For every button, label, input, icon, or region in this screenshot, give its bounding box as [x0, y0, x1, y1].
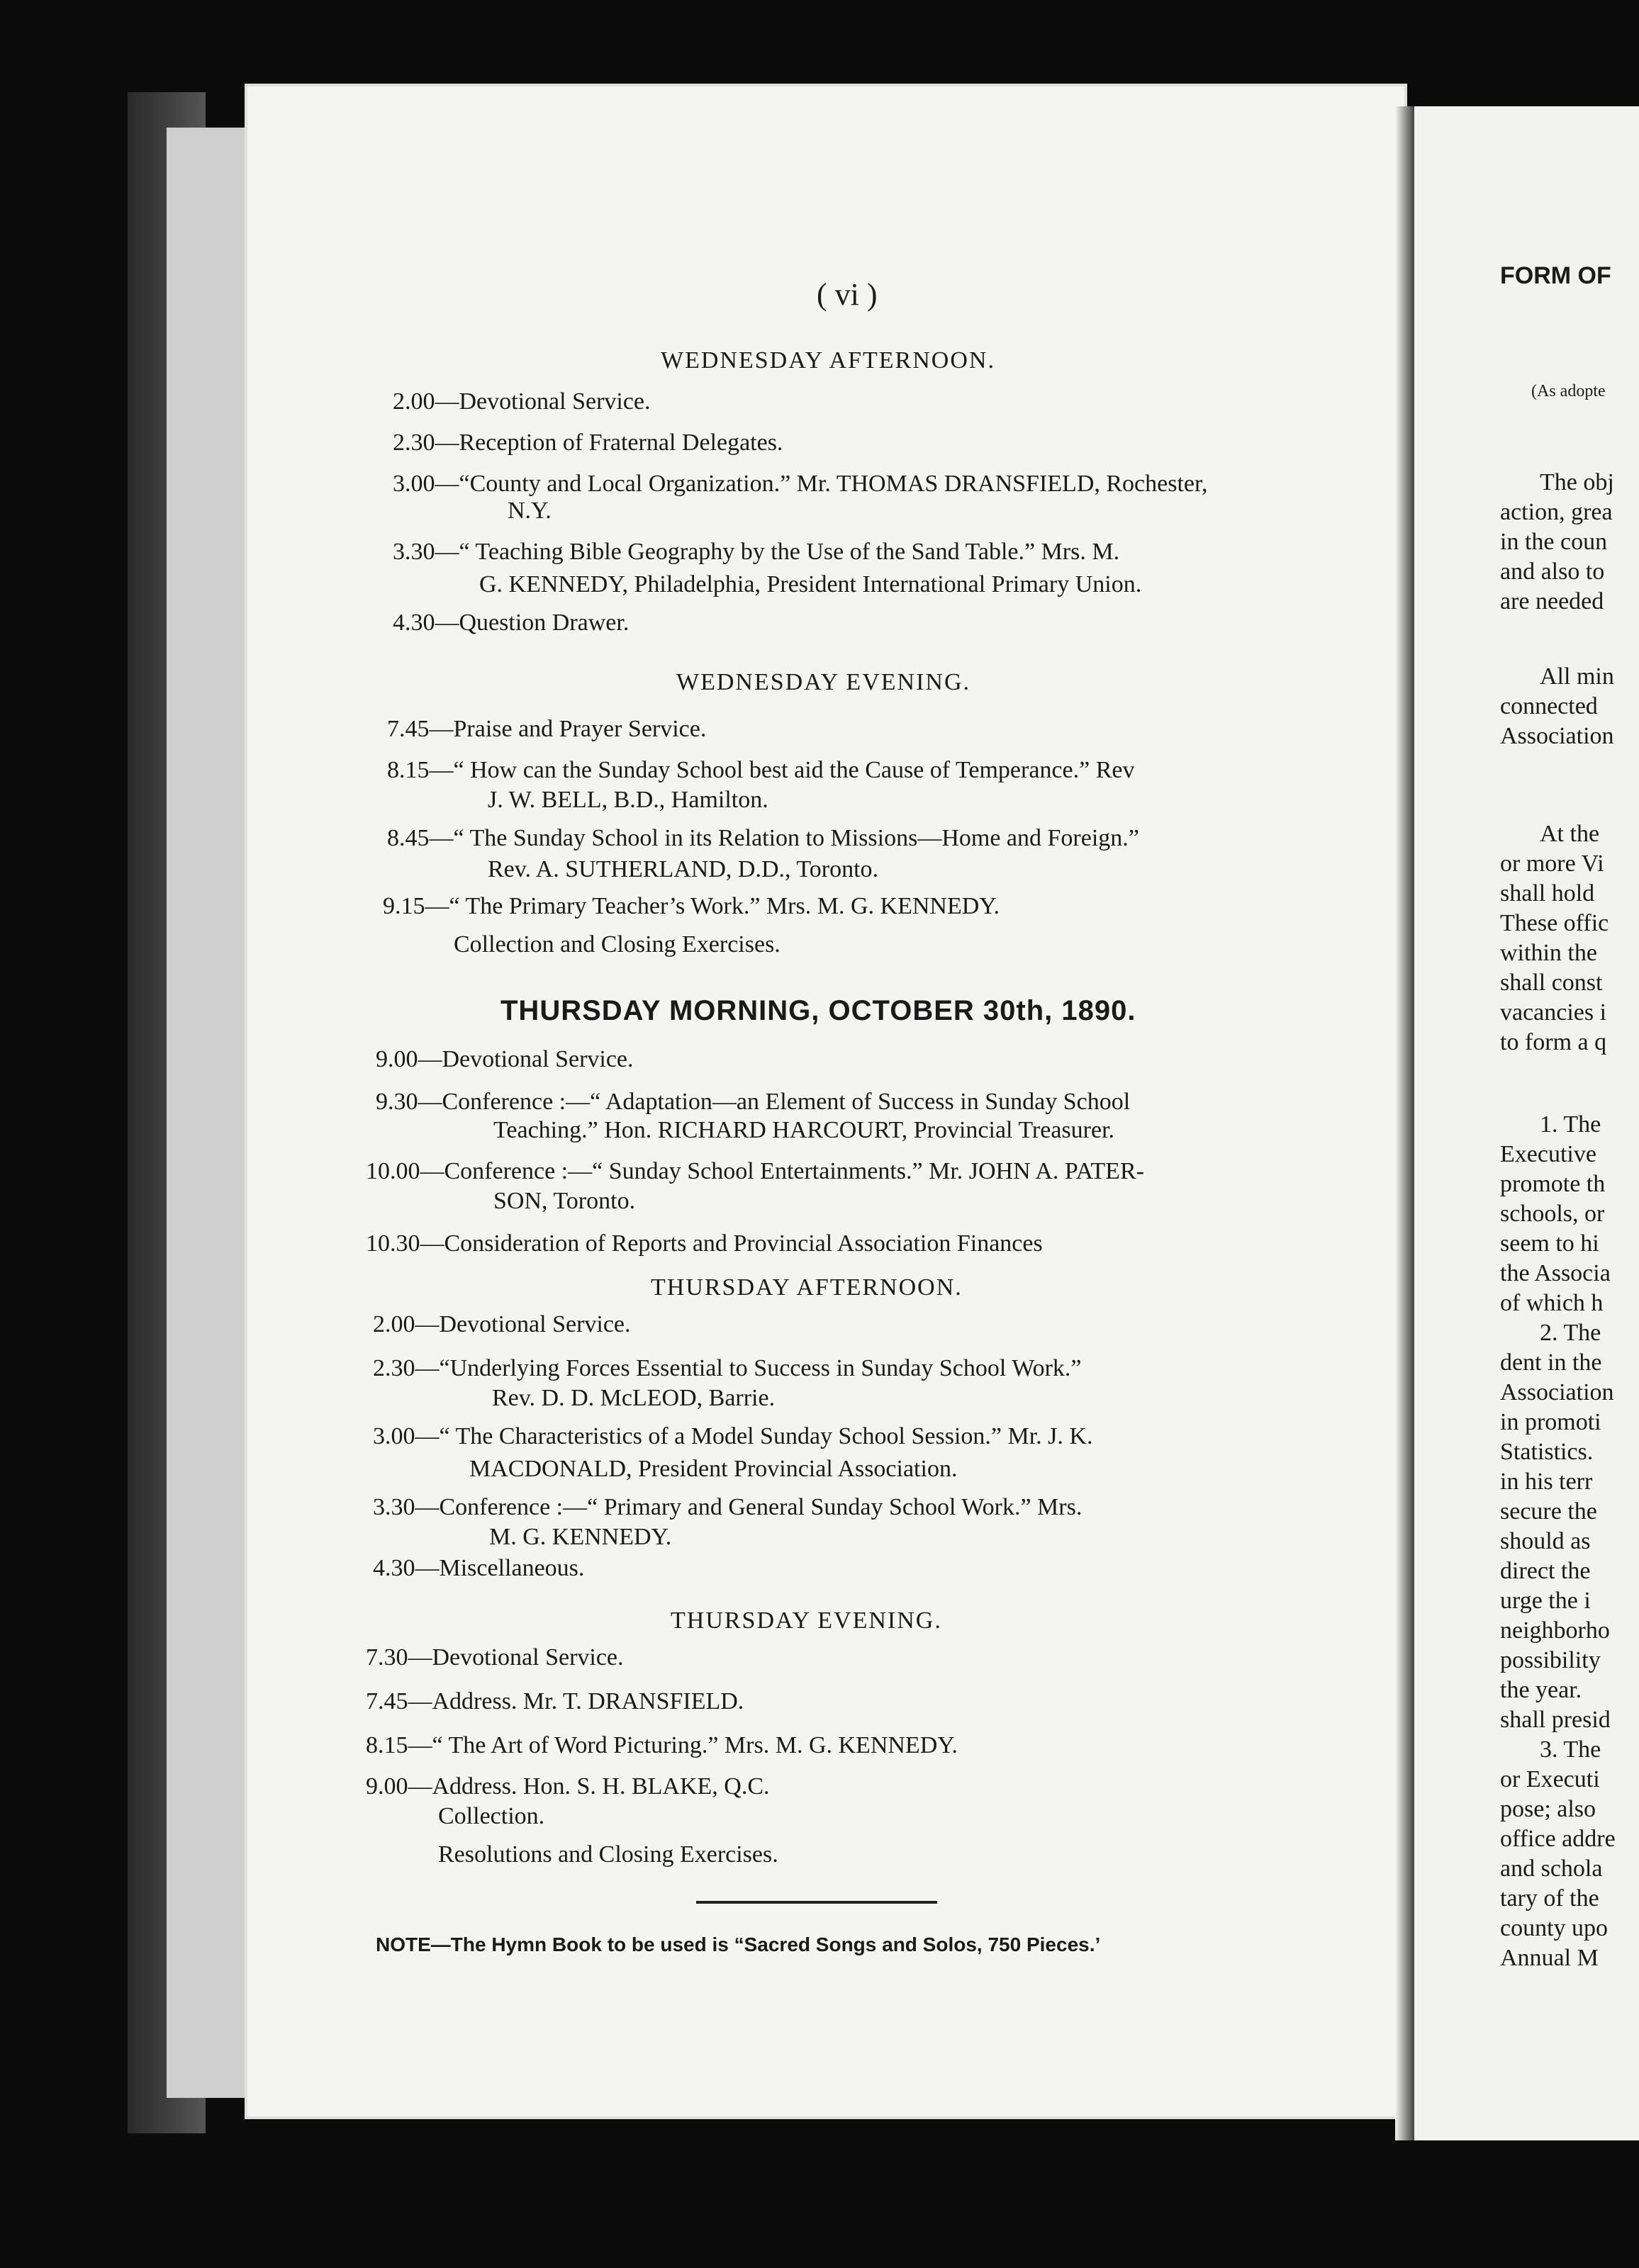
right-page-line: dent in the: [1500, 1349, 1602, 1376]
program-item: 9.00—Address. Hon. S. H. BLAKE, Q.C.: [366, 1773, 770, 1800]
right-page-line: to form a q: [1500, 1029, 1607, 1055]
right-page-line: or more Vi: [1500, 850, 1604, 877]
program-item-continuation: MACDONALD, President Provincial Association.: [469, 1456, 958, 1482]
right-page-line: 3. The: [1540, 1736, 1601, 1763]
right-page-line: in his terr: [1500, 1469, 1593, 1495]
program-item-continuation: G. KENNEDY, Philadelphia, President International Primary Union.: [479, 571, 1142, 597]
right-page-line: are needed: [1500, 588, 1604, 614]
program-item: 8.45—“ The Sunday School in its Relation to Missions—Home and Foreign.”: [387, 825, 1139, 851]
right-page-line: in promoti: [1500, 1409, 1601, 1435]
program-item: 10.00—Conference :—“ Sunday School Entertainments.” Mr. JOHN A. PATER-: [366, 1158, 1144, 1184]
right-page-line: urge the i: [1500, 1588, 1591, 1614]
program-item: 8.15—“ The Art of Word Picturing.” Mrs. M. G. KENNEDY.: [366, 1732, 958, 1758]
right-page-line: secure the: [1500, 1498, 1597, 1525]
program-item-continuation: J. W. BELL, B.D., Hamilton.: [488, 787, 768, 813]
right-page-line: of which h: [1500, 1290, 1604, 1316]
right-page-line: office addre: [1500, 1826, 1616, 1852]
program-item: 2.00—Devotional Service.: [393, 388, 651, 415]
right-page-line: These offic: [1500, 910, 1609, 936]
program-item: 3.30—“ Teaching Bible Geography by the Use of the Sand Table.” Mrs. M.: [393, 539, 1120, 565]
program-item-continuation: Collection and Closing Exercises.: [454, 931, 781, 958]
program-item: 8.15—“ How can the Sunday School best aid the Cause of Temperance.” Rev: [387, 757, 1135, 783]
program-item: 7.45—Praise and Prayer Service.: [387, 716, 707, 742]
right-page-line: neighborho: [1500, 1617, 1610, 1644]
right-page-line: direct the: [1500, 1558, 1591, 1584]
program-item: 9.15—“ The Primary Teacher’s Work.” Mrs. M. G. KENNEDY.: [383, 893, 1000, 919]
right-page-line: promote th: [1500, 1171, 1606, 1197]
program-item: 2.30—Reception of Fraternal Delegates.: [393, 430, 783, 456]
right-page-line: pose; also: [1500, 1796, 1596, 1822]
program-item: 10.30—Consideration of Reports and Provincial Association Finances: [366, 1230, 1043, 1257]
right-page-line: 2. The: [1540, 1320, 1601, 1346]
right-page-heading: FORM OF: [1500, 262, 1611, 289]
program-item: 9.00—Devotional Service.: [376, 1046, 634, 1072]
hymn-book-note: NOTE—The Hymn Book to be used is “Sacred Songs and Solos, 750 Pieces.’: [376, 1933, 1101, 1955]
right-page-line: and also to: [1500, 558, 1605, 585]
right-page-line: action, grea: [1500, 499, 1613, 525]
program-item: 3.00—“ The Characteristics of a Model Sunday School Session.” Mr. J. K.: [373, 1423, 1093, 1449]
right-page-line: 1. The: [1540, 1111, 1601, 1138]
program-item: 7.30—Devotional Service.: [366, 1644, 624, 1671]
program-item-continuation: SON, Toronto.: [493, 1188, 636, 1214]
right-page-line: Executive: [1500, 1141, 1596, 1167]
right-page-line: Annual M: [1500, 1945, 1599, 1971]
program-item: 2.30—“Underlying Forces Essential to Success in Sunday School Work.”: [373, 1355, 1082, 1381]
program-item-continuation: Collection.: [438, 1803, 545, 1829]
right-page-line: At the: [1540, 821, 1600, 847]
right-page-line: (As adopte: [1531, 382, 1606, 400]
program-item: 4.30—Miscellaneous.: [373, 1555, 585, 1581]
program-item-continuation: Rev. A. SUTHERLAND, D.D., Toronto.: [488, 856, 879, 882]
right-page-line: county upo: [1500, 1915, 1609, 1941]
right-page-line: vacancies i: [1500, 999, 1607, 1026]
program-item-continuation: Teaching.” Hon. RICHARD HARCOURT, Provincial Treasurer.: [493, 1117, 1115, 1143]
horizontal-rule: [696, 1901, 937, 1904]
right-page-line: shall const: [1500, 970, 1603, 996]
program-item-continuation: Resolutions and Closing Exercises.: [438, 1841, 778, 1868]
program-item: 2.00—Devotional Service.: [373, 1311, 631, 1337]
program-item-continuation: M. G. KENNEDY.: [489, 1524, 672, 1550]
right-page-line: or Executi: [1500, 1766, 1600, 1792]
right-page-line: in the coun: [1500, 529, 1608, 555]
heading-wednesday-afternoon: WEDNESDAY AFTERNOON.: [661, 347, 995, 374]
right-page-line: should as: [1500, 1528, 1591, 1554]
right-page-line: and schola: [1500, 1856, 1603, 1882]
right-page-line: Association: [1500, 723, 1614, 749]
page-number: ( vi ): [817, 277, 878, 312]
right-page-line: All min: [1540, 663, 1614, 690]
heading-thursday-morning: THURSDAY MORNING, OCTOBER 30th, 1890.: [500, 995, 1136, 1026]
right-page-line: possibility: [1500, 1647, 1601, 1673]
right-page-line: Association: [1500, 1379, 1614, 1405]
right-page-line: shall hold: [1500, 880, 1595, 906]
program-item: 9.30—Conference :—“ Adaptation—an Element of Success in Sunday School: [376, 1089, 1131, 1115]
right-page-line: schools, or: [1500, 1201, 1605, 1227]
program-item-continuation: N.Y.: [508, 498, 552, 524]
right-page-line: tary of the: [1500, 1885, 1599, 1911]
right-page-line: seem to hi: [1500, 1230, 1599, 1257]
program-item: 7.45—Address. Mr. T. DRANSFIELD.: [366, 1688, 744, 1714]
program-item: 3.30—Conference :—“ Primary and General Sunday School Work.” Mrs.: [373, 1494, 1083, 1520]
program-item: 4.30—Question Drawer.: [393, 610, 630, 636]
heading-thursday-evening: THURSDAY EVENING.: [671, 1607, 942, 1634]
right-page-line: Statistics.: [1500, 1439, 1594, 1465]
program-item-continuation: Rev. D. D. McLEOD, Barrie.: [492, 1385, 776, 1411]
right-page-line: The obj: [1540, 469, 1614, 495]
heading-wednesday-evening: WEDNESDAY EVENING.: [676, 669, 970, 695]
right-page-line: connected: [1500, 693, 1598, 719]
right-page-line: shall presid: [1500, 1707, 1611, 1733]
right-page-line: within the: [1500, 940, 1597, 966]
right-page-line: the year.: [1500, 1677, 1582, 1703]
program-item: 3.00—“County and Local Organization.” Mr. THOMAS DRANSFIELD, Rochester,: [393, 471, 1208, 497]
heading-thursday-afternoon: THURSDAY AFTERNOON.: [651, 1274, 963, 1301]
right-page-line: the Associa: [1500, 1260, 1611, 1286]
